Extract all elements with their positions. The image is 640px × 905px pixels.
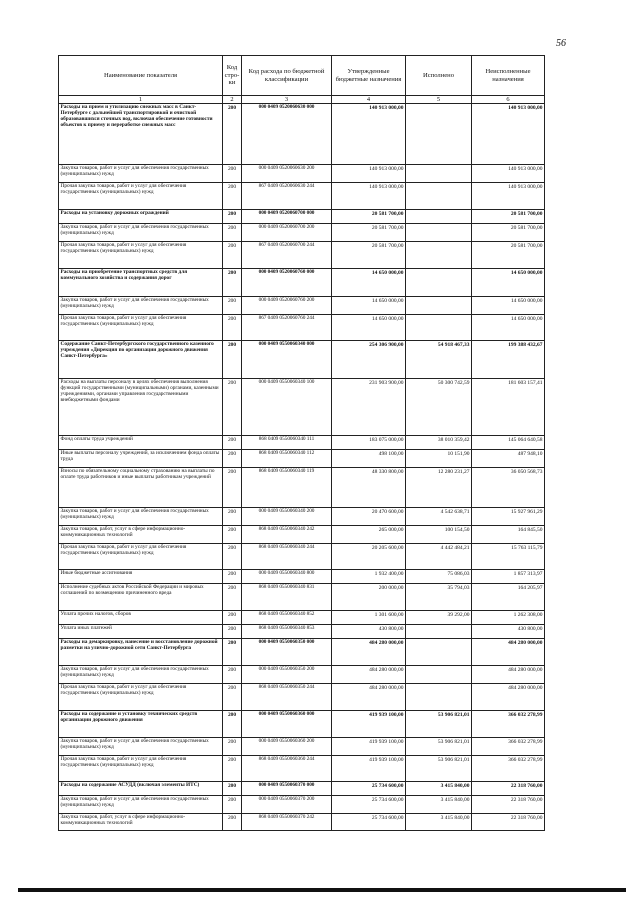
- row-line-code: 200: [223, 379, 242, 436]
- row-expense-code: 868 0409 0550060370 242: [242, 814, 332, 831]
- table-row: [59, 782, 545, 796]
- row-expense-code: 000 0409 0550060340 800: [242, 570, 332, 584]
- row-expense-code: 868 0409 0550060340 242: [242, 526, 332, 544]
- row-name: Расходы на содержание и установку технических средств организации дорожного движения: [59, 711, 223, 738]
- row-line-code: 200: [223, 242, 242, 269]
- table-row: [59, 450, 545, 468]
- row-line-code: 200: [223, 468, 242, 508]
- row-expense-code: 000 0409 0550060350 000: [242, 639, 332, 666]
- row-line-code: 200: [223, 711, 242, 738]
- row-executed: 39 292,00: [406, 611, 472, 625]
- table-row: [59, 315, 545, 341]
- row-expense-code: 868 0409 0550060350 244: [242, 684, 332, 711]
- column-number: 1: [59, 96, 223, 104]
- table-row: [59, 711, 545, 738]
- row-unexecuted: 20 581 700,00: [472, 242, 545, 269]
- table-row: [59, 436, 545, 450]
- table-row: [59, 756, 545, 782]
- row-approved: 484 280 000,00: [332, 666, 406, 684]
- row-executed: 53 906 821,01: [406, 738, 472, 756]
- table-row: [59, 526, 545, 544]
- table-row: [59, 224, 545, 242]
- row-executed: 3 415 840,00: [406, 782, 472, 796]
- row-name: Расходы на содержание АСУДД (включая элементы ИТС): [59, 782, 223, 796]
- row-expense-code: 000 0409 0550060370 200: [242, 796, 332, 814]
- header-name: Наименование показателя: [59, 56, 223, 96]
- row-expense-code: 868 0409 0550060340 119: [242, 468, 332, 508]
- row-expense-code: 000 0409 0520060630 000: [242, 104, 332, 165]
- row-line-code: 200: [223, 210, 242, 224]
- row-executed: [406, 639, 472, 666]
- row-unexecuted: 366 032 278,99: [472, 756, 545, 782]
- row-unexecuted: 164 205,97: [472, 584, 545, 611]
- row-line-code: 200: [223, 297, 242, 315]
- row-unexecuted: 140 913 000,00: [472, 104, 545, 165]
- row-expense-code: 867 0409 0520060760 244: [242, 315, 332, 341]
- row-approved: 14 650 000,00: [332, 269, 406, 297]
- row-expense-code: 000 0409 0550060340 200: [242, 508, 332, 526]
- row-executed: 10 151,90: [406, 450, 472, 468]
- row-approved: 430 800,00: [332, 625, 406, 639]
- row-approved: 140 913 000,00: [332, 183, 406, 210]
- row-executed: [406, 242, 472, 269]
- row-executed: [406, 183, 472, 210]
- row-name: Закупка товаров, работ и услуг для обеспечения государственных (муниципальных) нужд: [59, 666, 223, 684]
- row-name: Закупка товаров, работ, услуг в сфере информационно-коммуникационных технологий: [59, 526, 223, 544]
- table-row: [59, 625, 545, 639]
- row-executed: 50 300 742,59: [406, 379, 472, 436]
- row-name: Расходы на установку дорожных ограждений: [59, 210, 223, 224]
- row-line-code: 200: [223, 666, 242, 684]
- row-unexecuted: 14 650 000,00: [472, 297, 545, 315]
- table-row: [59, 796, 545, 814]
- row-expense-code: 868 0409 0550060340 852: [242, 611, 332, 625]
- table-row: [59, 341, 545, 379]
- row-name: Прочая закупка товаров, работ и услуг для обеспечения государственных (муниципальных) нужд: [59, 756, 223, 782]
- row-unexecuted: 22 318 760,00: [472, 814, 545, 831]
- table-row: [59, 611, 545, 625]
- row-executed: 100 154,50: [406, 526, 472, 544]
- row-executed: 3 415 840,00: [406, 796, 472, 814]
- row-line-code: 200: [223, 584, 242, 611]
- row-line-code: 200: [223, 341, 242, 379]
- table-row: [59, 468, 545, 508]
- column-number: 3: [242, 96, 332, 104]
- row-line-code: 200: [223, 756, 242, 782]
- row-unexecuted: 366 032 278,99: [472, 738, 545, 756]
- row-unexecuted: 140 913 000,00: [472, 183, 545, 210]
- table-row: [59, 639, 545, 666]
- row-executed: [406, 315, 472, 341]
- row-line-code: 200: [223, 526, 242, 544]
- table-row: [59, 379, 545, 436]
- row-line-code: 200: [223, 436, 242, 450]
- row-approved: 25 734 600,00: [332, 782, 406, 796]
- row-expense-code: 000 0409 0520060760 000: [242, 269, 332, 297]
- row-approved: 1 301 600,00: [332, 611, 406, 625]
- row-expense-code: 868 0409 0550060340 853: [242, 625, 332, 639]
- row-executed: [406, 297, 472, 315]
- column-number: 4: [332, 96, 406, 104]
- row-approved: 20 581 700,00: [332, 210, 406, 224]
- row-name: Расходы на прием и утилизацию снежных масс в Санкт-Петербурге с дальнейшей транспортировкой и очисткой образовавшихся сточных вод, включая обеспечение готовности объектов к приему и переработке снежных масс: [59, 104, 223, 165]
- table-row: [59, 584, 545, 611]
- row-approved: 14 650 000,00: [332, 315, 406, 341]
- row-unexecuted: 14 650 000,00: [472, 269, 545, 297]
- row-expense-code: 868 0409 0550060340 111: [242, 436, 332, 450]
- row-approved: 1 932 400,00: [332, 570, 406, 584]
- row-name: Прочая закупка товаров, работ и услуг для обеспечения государственных (муниципальных) нужд: [59, 544, 223, 570]
- row-approved: 20 581 700,00: [332, 224, 406, 242]
- row-unexecuted: 484 280 000,00: [472, 684, 545, 711]
- row-approved: 48 330 800,00: [332, 468, 406, 508]
- row-expense-code: 000 0409 0550060340 000: [242, 341, 332, 379]
- row-line-code: 200: [223, 611, 242, 625]
- column-number-row: [59, 96, 545, 104]
- row-executed: [406, 210, 472, 224]
- row-unexecuted: 15 763 115,79: [472, 544, 545, 570]
- row-name: Фонд оплаты труда учреждений: [59, 436, 223, 450]
- row-approved: 265 000,00: [332, 526, 406, 544]
- row-expense-code: 000 0409 0550060360 000: [242, 711, 332, 738]
- row-expense-code: 868 0409 0550060340 244: [242, 544, 332, 570]
- row-expense-code: 867 0409 0520060630 244: [242, 183, 332, 210]
- row-executed: 4 542 638,71: [406, 508, 472, 526]
- row-unexecuted: 484 280 000,00: [472, 666, 545, 684]
- row-executed: 4 442 484,21: [406, 544, 472, 570]
- table-row: [59, 738, 545, 756]
- row-expense-code: 868 0409 0550060340 831: [242, 584, 332, 611]
- row-approved: 231 903 900,00: [332, 379, 406, 436]
- row-expense-code: 868 0409 0550060340 112: [242, 450, 332, 468]
- row-executed: 38 010 359,42: [406, 436, 472, 450]
- row-approved: 25 734 600,00: [332, 796, 406, 814]
- row-approved: 419 939 100,00: [332, 738, 406, 756]
- row-approved: 419 939 100,00: [332, 756, 406, 782]
- row-approved: 140 913 000,00: [332, 104, 406, 165]
- row-executed: [406, 666, 472, 684]
- row-name: Закупка товаров, работ и услуг для обеспечения государственных (муниципальных) нужд: [59, 165, 223, 183]
- row-expense-code: 868 0409 0550060360 244: [242, 756, 332, 782]
- page-number: 56: [556, 38, 566, 49]
- row-approved: 140 913 000,00: [332, 165, 406, 183]
- row-line-code: 200: [223, 570, 242, 584]
- row-executed: 12 280 231,27: [406, 468, 472, 508]
- budget-execution-table: [58, 55, 545, 831]
- row-name: Прочая закупка товаров, работ и услуг для обеспечения государственных (муниципальных) нужд: [59, 242, 223, 269]
- row-approved: 183 075 000,00: [332, 436, 406, 450]
- row-unexecuted: 145 064 640,58: [472, 436, 545, 450]
- row-approved: 254 306 900,00: [332, 341, 406, 379]
- row-expense-code: 867 0409 0520060700 244: [242, 242, 332, 269]
- table-row: [59, 165, 545, 183]
- row-line-code: 200: [223, 796, 242, 814]
- table-row: [59, 104, 545, 165]
- row-name: Прочая закупка товаров, работ и услуг для обеспечения государственных (муниципальных) нужд: [59, 684, 223, 711]
- row-unexecuted: 20 581 700,00: [472, 210, 545, 224]
- row-name: Прочая закупка товаров, работ и услуг для обеспечения государственных (муниципальных) нужд: [59, 315, 223, 341]
- row-line-code: 200: [223, 684, 242, 711]
- row-name: Исполнение судебных актов Российской Федерации и мировых соглашений по возмещению причиненного вреда: [59, 584, 223, 611]
- row-line-code: 200: [223, 183, 242, 210]
- row-name: Закупка товаров, работ и услуг для обеспечения государственных (муниципальных) нужд: [59, 738, 223, 756]
- row-unexecuted: 36 050 568,73: [472, 468, 545, 508]
- row-line-code: 200: [223, 269, 242, 297]
- row-name: Иные выплаты персоналу учреждений, за исключением фонда оплаты труда: [59, 450, 223, 468]
- table-row: [59, 814, 545, 831]
- row-executed: [406, 684, 472, 711]
- row-name: Уплата прочих налогов, сборов: [59, 611, 223, 625]
- row-approved: 484 280 000,00: [332, 684, 406, 711]
- table-row: [59, 544, 545, 570]
- row-name: Содержание Санкт-Петербургского государственного казенного учреждения «Дирекция по организации дорожного движения Санкт-Петербурга»: [59, 341, 223, 379]
- row-unexecuted: 164 845,50: [472, 526, 545, 544]
- row-expense-code: 000 0409 0520060630 200: [242, 165, 332, 183]
- row-approved: 200 000,00: [332, 584, 406, 611]
- row-line-code: 200: [223, 814, 242, 831]
- row-name: Закупка товаров, работ, услуг в сфере информационно-коммуникационных технологий: [59, 814, 223, 831]
- header-executed: Исполнено: [406, 56, 472, 96]
- row-name: Закупка товаров, работ и услуг для обеспечения государственных (муниципальных) нужд: [59, 224, 223, 242]
- header-line-code: Код стро-ки: [223, 56, 242, 96]
- row-approved: 419 939 100,00: [332, 711, 406, 738]
- header-expense-code: Код расхода по бюджетной классификации: [242, 56, 332, 96]
- table-row: [59, 269, 545, 297]
- row-name: Иные бюджетные ассигнования: [59, 570, 223, 584]
- table-row: [59, 570, 545, 584]
- row-name: Прочая закупка товаров, работ и услуг для обеспечения государственных (муниципальных) нужд: [59, 183, 223, 210]
- row-unexecuted: 22 318 760,00: [472, 796, 545, 814]
- row-executed: [406, 224, 472, 242]
- row-approved: 25 734 600,00: [332, 814, 406, 831]
- row-unexecuted: 20 581 700,00: [472, 224, 545, 242]
- row-line-code: 200: [223, 450, 242, 468]
- row-expense-code: 000 0409 0520060700 000: [242, 210, 332, 224]
- header-approved: Утвержденные бюджетные назначения: [332, 56, 406, 96]
- row-approved: 14 650 000,00: [332, 297, 406, 315]
- row-unexecuted: 487 948,10: [472, 450, 545, 468]
- row-expense-code: 000 0409 0550060370 000: [242, 782, 332, 796]
- row-line-code: 200: [223, 165, 242, 183]
- row-line-code: 200: [223, 738, 242, 756]
- row-name: Расходы на демаркировку, нанесение и восстановление дорожной разметки на улично-дорожной сети Санкт-Петербурга: [59, 639, 223, 666]
- column-number: 5: [406, 96, 472, 104]
- table-row: [59, 210, 545, 224]
- row-executed: [406, 625, 472, 639]
- row-name: Закупка товаров, работ и услуг для обеспечения государственных (муниципальных) нужд: [59, 508, 223, 526]
- table-row: [59, 297, 545, 315]
- row-unexecuted: 484 280 000,00: [472, 639, 545, 666]
- row-unexecuted: 1 857 313,97: [472, 570, 545, 584]
- row-name: Закупка товаров, работ и услуг для обеспечения государственных (муниципальных) нужд: [59, 796, 223, 814]
- row-executed: [406, 104, 472, 165]
- row-name: Взносы по обязательному социальному страхованию на выплаты по оплате труда работников и иные выплаты работникам учреждений: [59, 468, 223, 508]
- bottom-rule: [18, 888, 626, 892]
- row-approved: 20 205 600,00: [332, 544, 406, 570]
- row-name: Уплата иных платежей: [59, 625, 223, 639]
- row-line-code: 200: [223, 639, 242, 666]
- row-expense-code: 000 0409 0550060360 200: [242, 738, 332, 756]
- table-row: [59, 666, 545, 684]
- table-row: [59, 183, 545, 210]
- header-unexecuted: Неисполненные назначения: [472, 56, 545, 96]
- row-unexecuted: 140 913 000,00: [472, 165, 545, 183]
- row-unexecuted: 1 262 308,00: [472, 611, 545, 625]
- row-line-code: 200: [223, 544, 242, 570]
- row-line-code: 200: [223, 315, 242, 341]
- row-approved: 20 581 700,00: [332, 242, 406, 269]
- table-row: [59, 242, 545, 269]
- row-executed: 35 794,03: [406, 584, 472, 611]
- row-line-code: 200: [223, 782, 242, 796]
- row-line-code: 200: [223, 508, 242, 526]
- row-expense-code: 000 0409 0550060350 200: [242, 666, 332, 684]
- row-executed: 53 906 821,01: [406, 711, 472, 738]
- row-executed: 75 086,03: [406, 570, 472, 584]
- row-unexecuted: 430 800,00: [472, 625, 545, 639]
- row-unexecuted: 15 927 961,29: [472, 508, 545, 526]
- row-unexecuted: 199 388 432,67: [472, 341, 545, 379]
- table-row: [59, 684, 545, 711]
- row-executed: 53 906 821,01: [406, 756, 472, 782]
- row-expense-code: 000 0409 0520060760 200: [242, 297, 332, 315]
- row-executed: 54 918 467,33: [406, 341, 472, 379]
- row-expense-code: 000 0409 0550060340 100: [242, 379, 332, 436]
- row-line-code: 200: [223, 224, 242, 242]
- row-line-code: 200: [223, 625, 242, 639]
- row-approved: 498 100,00: [332, 450, 406, 468]
- row-unexecuted: 22 318 760,00: [472, 782, 545, 796]
- column-number: 6: [472, 96, 545, 104]
- row-executed: [406, 269, 472, 297]
- row-approved: 20 470 600,00: [332, 508, 406, 526]
- row-executed: [406, 165, 472, 183]
- row-unexecuted: 181 603 157,41: [472, 379, 545, 436]
- table-header-row: [59, 56, 545, 96]
- row-expense-code: 000 0409 0520060700 200: [242, 224, 332, 242]
- row-name: Закупка товаров, работ и услуг для обеспечения государственных (муниципальных) нужд: [59, 297, 223, 315]
- table-body: [59, 104, 545, 831]
- row-name: Расходы на приобретение транспортных средств для коммунального хозяйства и содержания дорог: [59, 269, 223, 297]
- row-unexecuted: 366 032 278,99: [472, 711, 545, 738]
- row-approved: 484 280 000,00: [332, 639, 406, 666]
- row-name: Расходы на выплаты персоналу в целях обеспечения выполнения функций государственными (муниципальными) органами, казенными учреждениями, органами управления государственными внебюджетными фондами: [59, 379, 223, 436]
- row-unexecuted: 14 650 000,00: [472, 315, 545, 341]
- row-executed: 3 415 840,00: [406, 814, 472, 831]
- table-row: [59, 508, 545, 526]
- row-line-code: 200: [223, 104, 242, 165]
- column-number: 2: [223, 96, 242, 104]
